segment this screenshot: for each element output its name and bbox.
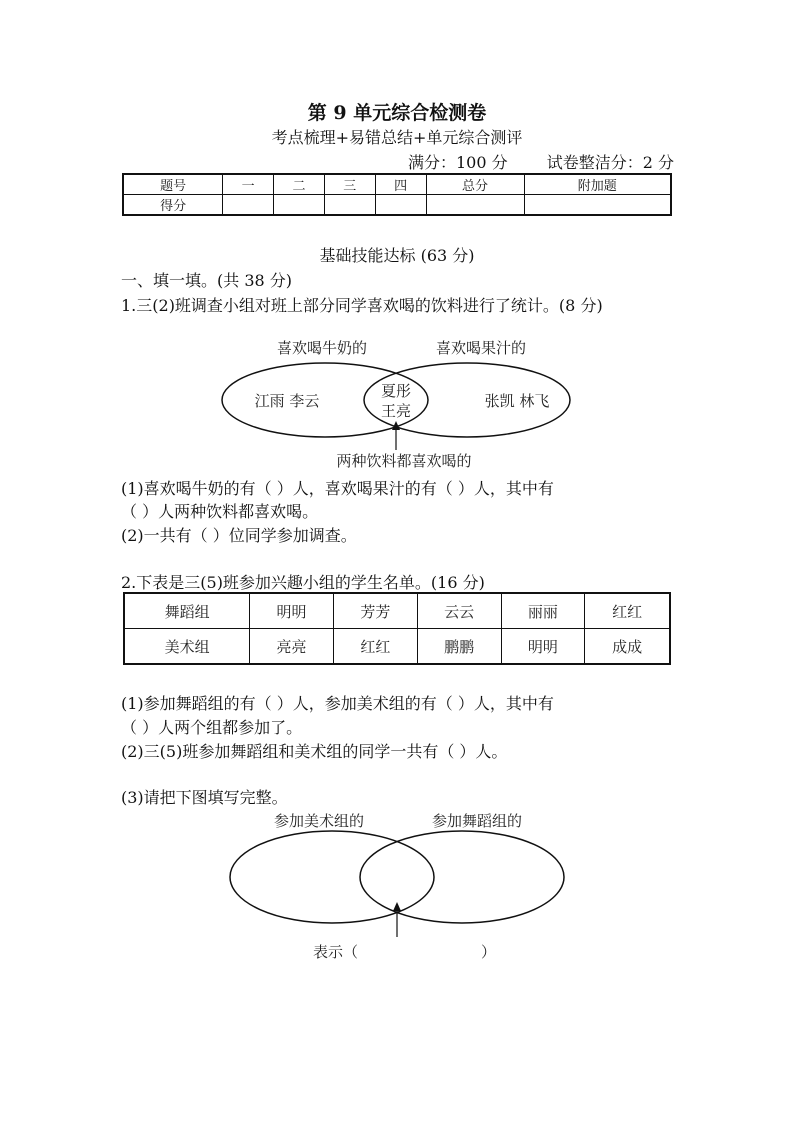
neatness-score: 试卷整洁分：2 分 [546, 153, 674, 172]
q2-venn-diagram [0, 805, 794, 970]
table-cell: 丽丽 [501, 593, 585, 629]
arrow-head-icon [393, 902, 401, 911]
represents-answer-blank[interactable] [368, 943, 478, 963]
part-one-heading: 一、填一填。(共 38 分) [121, 271, 293, 290]
q2-sub3: (3)请把下图填写完整。 [121, 788, 288, 807]
score-header-cell: 附加题 [524, 174, 671, 195]
score-input-cell[interactable] [223, 195, 274, 216]
milk-only-names: 江雨 李云 [254, 392, 320, 410]
table-cell: 云云 [417, 593, 501, 629]
score-header-cell: 三 [324, 174, 375, 195]
represents-close: ） [481, 943, 497, 961]
juice-only-names: 张凯 林飞 [484, 392, 550, 410]
table-cell: 亮亮 [250, 629, 334, 665]
score-input-cell[interactable] [524, 195, 671, 216]
q1-venn-diagram [0, 330, 794, 475]
page-title: 第 9 单元综合检测卷 [307, 102, 487, 124]
score-header-cell: 题号 [123, 174, 223, 195]
both-label: 两种饮料都喜欢喝的 [336, 452, 472, 470]
q2-sub2: (2)三(5)班参加舞蹈组和美术组的同学一共有（ ）人。 [121, 742, 508, 761]
score-input-cell[interactable] [274, 195, 325, 216]
score-input-cell[interactable] [375, 195, 426, 216]
score-header-cell: 总分 [426, 174, 524, 195]
q2-sub1-line1: (1)参加舞蹈组的有（ ）人，参加美术组的有（ ）人，其中有 [121, 694, 554, 713]
score-header-cell: 二 [274, 174, 325, 195]
both-name-2: 王亮 [380, 402, 412, 420]
score-header-cell: 四 [375, 174, 426, 195]
table-cell: 成成 [585, 629, 670, 665]
q2-sub1-line2: （ ）人两个组都参加了。 [121, 718, 303, 737]
table-cell: 芳芳 [333, 593, 417, 629]
score-header-cell: 一 [223, 174, 274, 195]
table-cell: 舞蹈组 [124, 593, 250, 629]
q1-sub2: (2)一共有（ ）位同学参加调查。 [121, 526, 357, 545]
juice-label: 喜欢喝果汁的 [435, 339, 527, 357]
score-input-cell[interactable] [324, 195, 375, 216]
section-heading: 基础技能达标 (63 分) [319, 246, 475, 265]
both-name-1: 夏彤 [380, 382, 412, 400]
dance-label: 参加舞蹈组的 [431, 812, 523, 830]
q1-stem: 1.三(2)班调查小组对班上部分同学喜欢喝的饮料进行了统计。(8 分) [121, 296, 603, 315]
group-table [123, 592, 671, 665]
score-row-label: 得分 [123, 195, 223, 216]
score-table-score-row [123, 195, 671, 216]
table-cell: 明明 [250, 593, 334, 629]
art-circle [230, 831, 434, 923]
full-score: 满分：100 分 [407, 153, 508, 172]
represents-label: 表示（ [313, 943, 359, 961]
score-info [374, 150, 674, 173]
q1-sub1-line2: （ ）人两种饮料都喜欢喝。 [121, 502, 319, 521]
table-cell: 红红 [585, 593, 670, 629]
table-cell: 明明 [501, 629, 585, 665]
table-row [124, 629, 670, 665]
table-cell: 红红 [333, 629, 417, 665]
page-subtitle: 考点梳理+易错总结+单元综合测评 [271, 128, 523, 147]
table-cell: 鹏鹏 [417, 629, 501, 665]
score-table-header-row [123, 174, 671, 195]
table-cell: 美术组 [124, 629, 250, 665]
score-table [122, 173, 672, 216]
milk-label: 喜欢喝牛奶的 [276, 339, 368, 357]
q1-sub1-line1: (1)喜欢喝牛奶的有（ ）人，喜欢喝果汁的有（ ）人，其中有 [121, 479, 554, 498]
art-label: 参加美术组的 [273, 812, 365, 830]
dance-circle [360, 831, 564, 923]
score-input-cell[interactable] [426, 195, 524, 216]
table-row [124, 593, 670, 629]
q2-stem: 2.下表是三(5)班参加兴趣小组的学生名单。(16 分) [121, 573, 485, 592]
